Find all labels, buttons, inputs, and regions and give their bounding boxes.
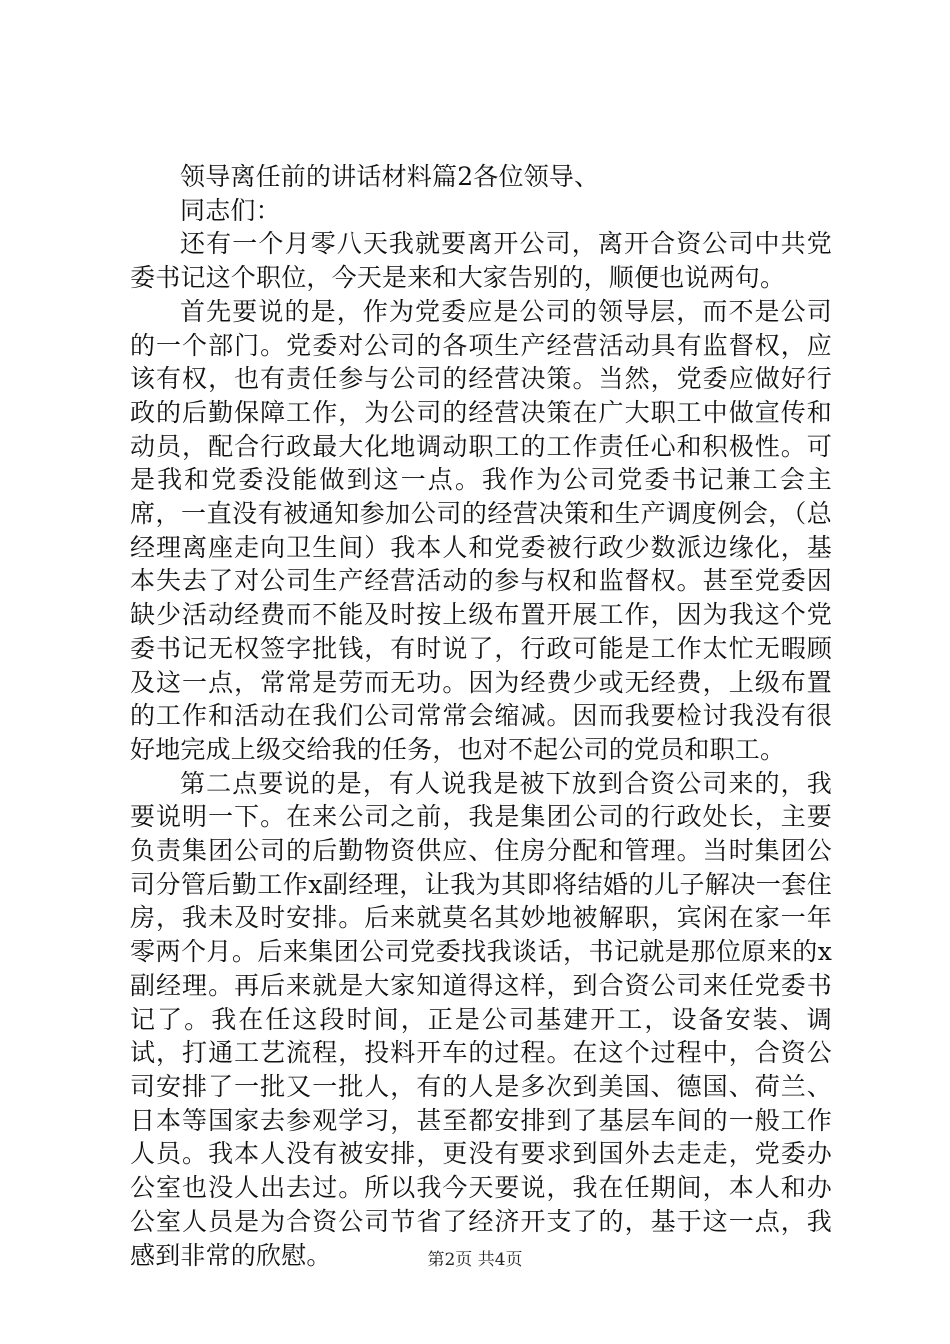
document-body — [130, 160, 832, 1272]
paragraph-second-point: 第二点要说的是，有人说我是被下放到合资公司来的，我要说明一下。在来公司之前，我是集团公司的行政处长，主要负责集团公司的后勤物资供应、住房分配和管理。当时集团公司分管后勤工作x副经理，让我为其即将结婚的儿子解决一套住房，我未及时安排。后来就莫名其妙地被解职，宾闲在家一年零两个月。后来集团公司党委找我谈话，书记就是那位原来的x副经理。再后来就是大家知道得这样，到合资公司来任党委书记了。我在任这段时间，正是公司基建开工，设备安装、调试，打通工艺流程，投料开车的过程。在这个过程中，合资公司安排了一批又一批人，有的人是多次到美国、德国、荷兰、日本等国家去参观学习，甚至都安排到了基层车间的一般工作人员。我本人没有被安排，更没有要求到国外去走走，党委办公室也没人出去过。所以我今天要说，我在任期间，本人和办公室人员是为合资公司节省了经济开支了的，基于这一点，我感到非常的欣慰。 — [130, 768, 832, 1270]
paragraph-intro: 还有一个月零八天我就要离开公司，离开合资公司中共党委书记这个职位，今天是来和大家告别的，顺便也说两句。 — [130, 229, 832, 293]
paragraph-title: 领导离任前的讲话材料篇2各位领导、 — [180, 162, 600, 191]
paragraph-salutation: 同志们： — [180, 195, 281, 225]
page-number-footer: 第2页 共4页 — [427, 1250, 523, 1270]
paragraph-first-point: 首先要说的是，作为党委应是公司的领导层，而不是公司的一个部门。党委对公司的各项生产经营活动具有监督权，应该有权，也有责任参与公司的经营决策。当然，党委应做好行政的后勤保障工作，为公司的经营决策在广大职工中做宣传和动员，配合行政最大化地调动职工的工作责任心和积极性。可是我和党委没能做到这一点。我作为公司党委书记兼工会主席，一直没有被通知参加公司的经营决策和生产调度例会，（总经理离座走向卫生间）我本人和党委被行政少数派边缘化，基本失去了对公司生产经营活动的参与权和监督权。甚至党委因缺少活动经费而不能及时按上级布置开展工作，因为我这个党委书记无权签字批钱，有时说了，行政可能是工作太忙无暇顾及这一点，常常是劳而无功。因为经费少或无经费，上级布置的工作和活动在我们公司常常会缩减。因而我要检讨我没有很好地完成上级交给我的任务，也对不起公司的党员和职工。 — [130, 296, 832, 764]
